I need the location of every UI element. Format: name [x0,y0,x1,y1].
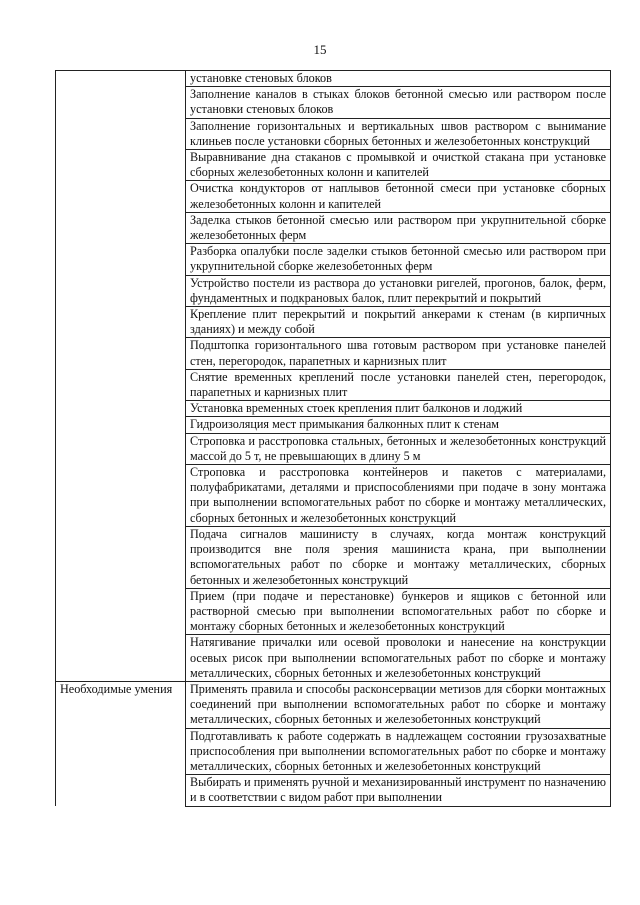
page-number: 15 [313,42,327,57]
table-cell: Подготавливать к работе содержать в надлежащем состоянии грузозахватные приспособления при выполнении вспомогательных работ по сборке и монтажу металлических, сборных бетонных и железобетонных конструкций [186,728,611,775]
table-cell: Заделка стыков бетонной смесью или раствором при укрупнительной сборке железобетонных ферм [186,212,611,243]
table-cell: Прием (при подаче и перестановке) бункеров и ящиков с бетонной или растворной смесью при выполнении вспомогательных работ по сборке и монтажу сборных бетонных и железобетонных конструкций [186,588,611,635]
table-cell: установке стеновых блоков [186,71,611,87]
table-cell: Устройство постели из раствора до установки ригелей, прогонов, балок, ферм, фундаментных и подкрановых балок, плит перекрытий и покрытий [186,275,611,306]
requirements-table [55,70,611,807]
table-cell: Заполнение каналов в стыках блоков бетонной смесью или раствором после установки стеновых блоков [186,87,611,118]
table-cell: Подштопка горизонтального шва готовым раствором при установке панелей стен, перегородок, парапетных и карнизных плит [186,338,611,369]
section-label-empty [56,71,186,682]
table-cell: Строповка и расстроповка контейнеров и пакетов с материалами, полуфабрикатами, деталями и приспособлениями при подаче в зону монтажа при выполнении вспомогательных работ по сборке и монтажу металлических, сборных бетонных и железобетонных конструкций [186,465,611,527]
table-cell: Разборка опалубки после заделки стыков бетонной смесью или раствором при укрупнительной сборке железобетонных ферм [186,244,611,275]
table-cell: Гидроизоляция мест примыкания балконных плит к стенам [186,417,611,433]
table-cell: Применять правила и способы расконсервации метизов для сборки монтажных соединений при выполнении вспомогательных работ по сборке и монтажу металлических, сборных бетонных и железобетонных конструкций [186,681,611,728]
table-cell: Заполнение горизонтальных и вертикальных швов раствором с вынимание клиньев после установки сборных бетонных и железобетонных конструкций [186,118,611,149]
section-label: Необходимые умения [56,681,186,806]
table-cell: Подача сигналов машинисту в случаях, когда монтаж конструкций производится вне поля зрения машиниста крана, при выполнении вспомогательных работ по сборке и монтажу металлических, сборных бетонных и железобетонных конструкций [186,526,611,588]
table-cell: Очистка кондукторов от наплывов бетонной смеси при установке сборных железобетонных колонн и капителей [186,181,611,212]
table-cell: Крепление плит перекрытий и покрытий анкерами к стенам (в кирпичных зданиях) и между собой [186,307,611,338]
table-cell: Выбирать и применять ручной и механизированный инструмент по назначению и в соответствии с видом работ при выполнении [186,775,611,806]
table-row [56,681,611,728]
table-cell: Установка временных стоек крепления плит балконов и лоджий [186,401,611,417]
table-row [56,71,611,87]
table-cell: Натягивание причалки или осевой проволоки и нанесение на конструкции осевых рисок при выполнении вспомогательных работ по сборке и монтажу металлических, сборных бетонных и железобетонных конструкций [186,635,611,682]
table-cell: Строповка и расстроповка стальных, бетонных и железобетонных конструкций массой до 5 т, не превышающих в длину 5 м [186,433,611,464]
table-cell: Снятие временных креплений после установки панелей стен, перегородок, парапетных и карнизных плит [186,369,611,400]
table-cell: Выравнивание дна стаканов с промывкой и очисткой стакана при установке сборных железобетонных колонн и капителей [186,150,611,181]
